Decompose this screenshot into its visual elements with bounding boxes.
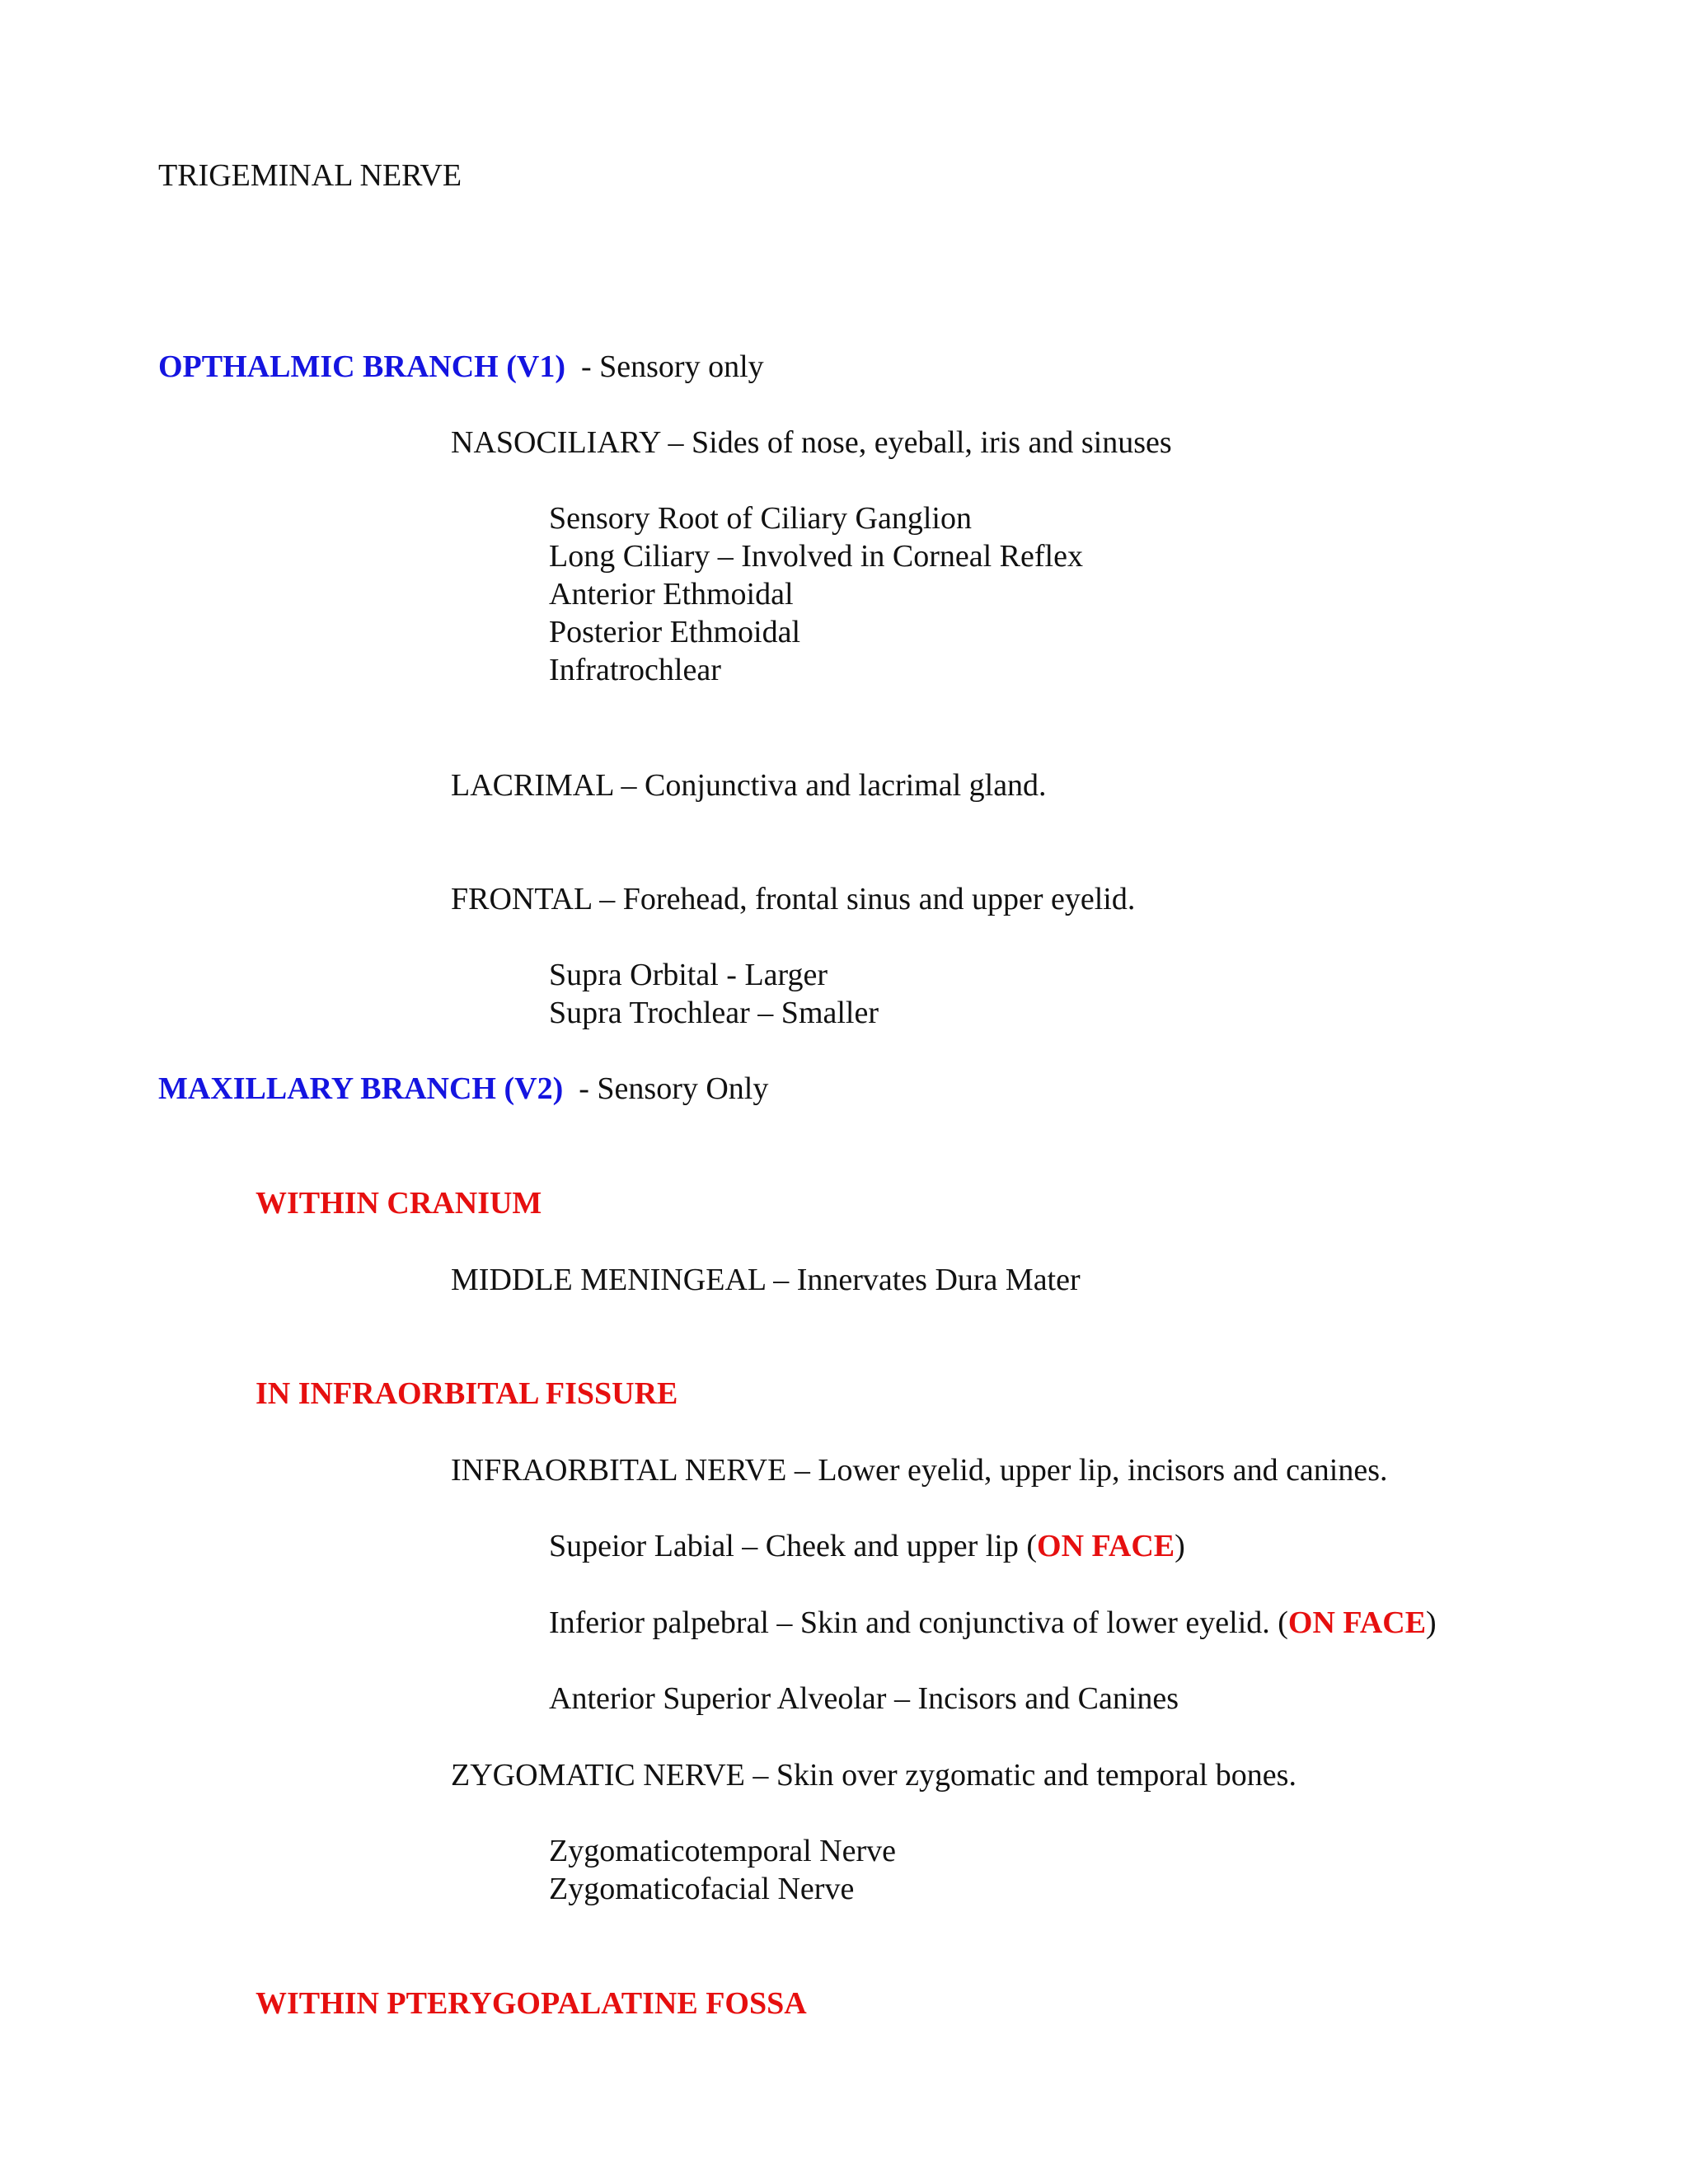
document-title: TRIGEMINAL NERVE <box>158 158 462 193</box>
lacrimal-line: LACRIMAL – Conjunctiva and lacrimal gland. <box>451 768 1047 803</box>
nasociliary-branch: Sensory Root of Ciliary Ganglion <box>549 501 972 536</box>
close-paren: ) <box>1175 1529 1185 1563</box>
v2-heading: MAXILLARY BRANCH (V2) <box>158 1071 564 1106</box>
nasociliary-line: NASOCILIARY – Sides of nose, eyeball, iris and sinuses <box>451 425 1172 460</box>
v2-heading-line <box>158 1070 768 1108</box>
zygomatic-branch: Zygomaticofacial Nerve <box>549 1872 855 1906</box>
pterygopalatine-heading: WITHIN PTERYGOPALATINE FOSSA <box>256 1986 807 2021</box>
middle-meningeal-line: MIDDLE MENINGEAL – Innervates Dura Mater <box>451 1263 1081 1297</box>
within-cranium-heading: WITHIN CRANIUM <box>256 1186 542 1221</box>
superior-labial-text: Supeior Labial – Cheek and upper lip ( <box>549 1529 1038 1563</box>
anterior-superior-alveolar-line: Anterior Superior Alveolar – Incisors and Canines <box>549 1681 1179 1716</box>
frontal-line: FRONTAL – Forehead, frontal sinus and upper eyelid. <box>451 882 1136 916</box>
zygomatic-nerve-line: ZYGOMATIC NERVE – Skin over zygomatic and temporal bones. <box>451 1758 1296 1793</box>
v1-suffix: - Sensory only <box>565 349 764 384</box>
inferior-palpebral-line <box>549 1604 1437 1642</box>
v1-heading: OPTHALMIC BRANCH (V1) <box>158 349 565 384</box>
frontal-branch: Supra Orbital - Larger <box>549 958 828 992</box>
v1-heading-line <box>158 348 764 386</box>
infraorbital-fissure-heading: IN INFRAORBITAL FISSURE <box>256 1376 678 1411</box>
nasociliary-branch: Anterior Ethmoidal <box>549 577 794 612</box>
on-face-tag: ON FACE <box>1287 1605 1427 1640</box>
nasociliary-branch: Posterior Ethmoidal <box>549 615 801 649</box>
zygomatic-branch: Zygomaticotemporal Nerve <box>549 1834 897 1868</box>
close-paren: ) <box>1426 1605 1437 1640</box>
v2-suffix: - Sensory Only <box>563 1071 769 1106</box>
nasociliary-branch: Infratrochlear <box>549 653 721 687</box>
superior-labial-line <box>549 1527 1185 1565</box>
infraorbital-nerve-line: INFRAORBITAL NERVE – Lower eyelid, upper lip, incisors and canines. <box>451 1453 1388 1488</box>
on-face-tag: ON FACE <box>1037 1529 1175 1563</box>
nasociliary-branch: Long Ciliary – Involved in Corneal Reflex <box>549 539 1083 574</box>
frontal-branch: Supra Trochlear – Smaller <box>549 996 879 1030</box>
inferior-palpebral-text: Inferior palpebral – Skin and conjunctiva of lower eyelid. ( <box>549 1605 1288 1640</box>
